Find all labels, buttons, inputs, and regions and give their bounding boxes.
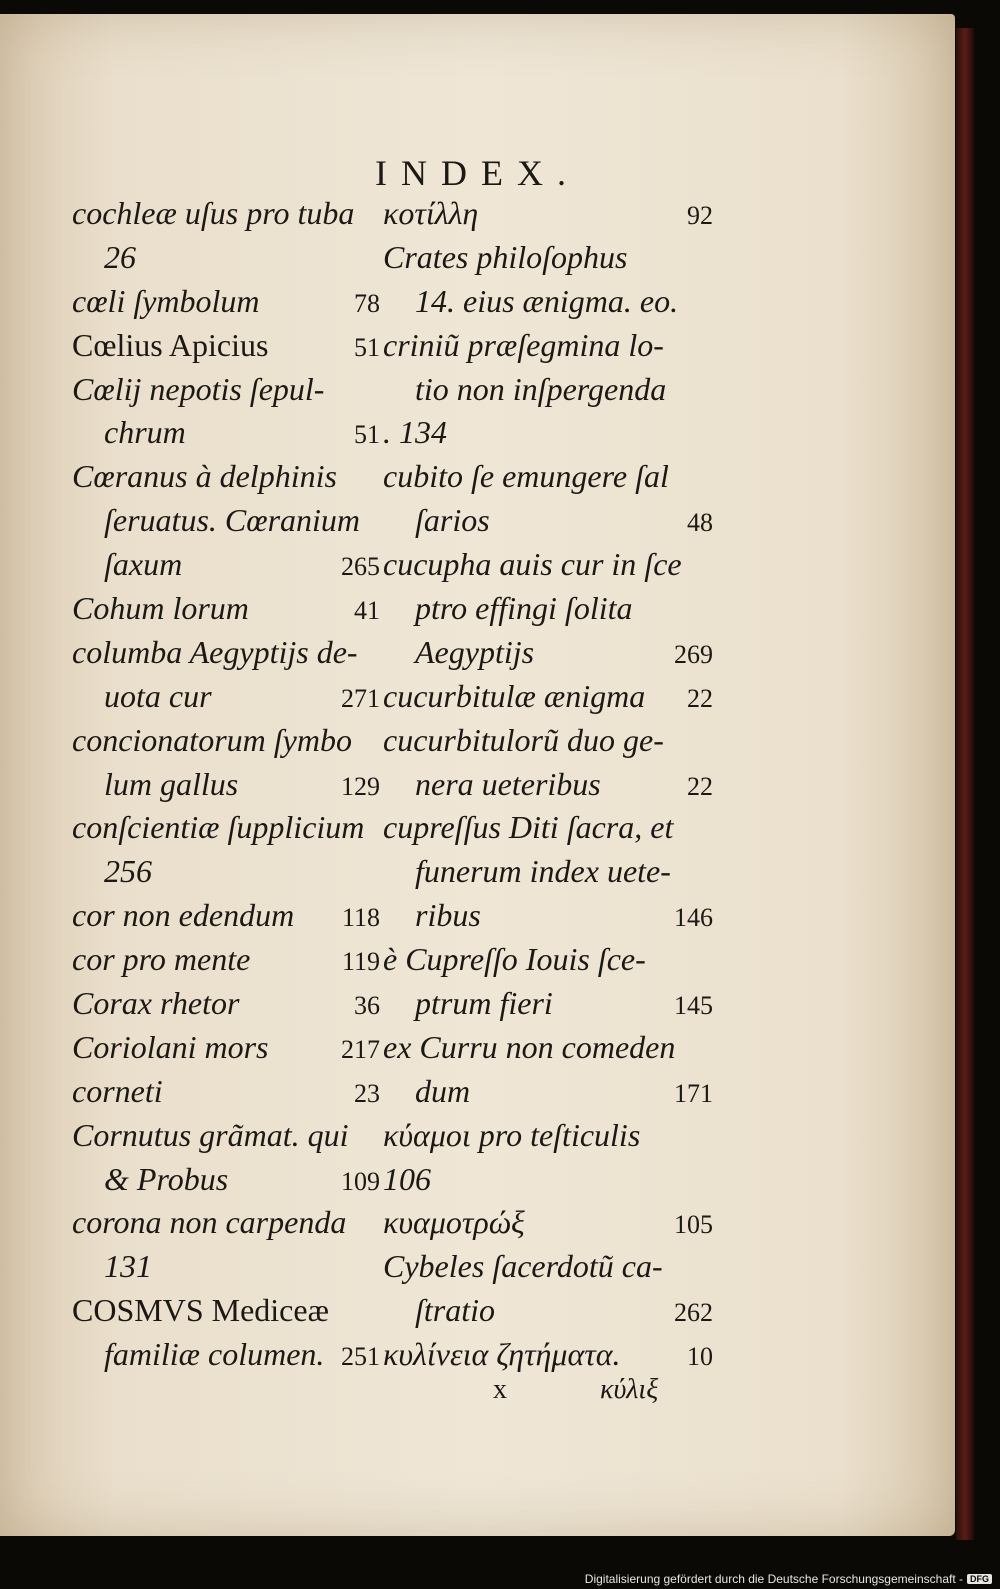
index-entry [72,587,380,631]
entry-text: lum gallus [104,765,239,802]
catchword: κύλιξ [600,1374,659,1405]
index-entry [383,1158,713,1202]
entry-text: cucurbitulorũ duo ge- [383,721,664,758]
entry-text: 256 [104,853,152,890]
entry-text: Corax rhetor [72,985,240,1022]
entry-page-number: 118 [341,903,380,933]
index-entry [383,1201,713,1245]
entry-text: COSMVS Mediceæ [72,1292,329,1329]
entry-page-number: 48 [687,508,713,538]
index-entry [383,938,713,982]
book-page [0,14,955,1536]
index-entry [383,411,713,455]
index-entry [383,850,713,894]
entry-page-number: 119 [341,947,380,977]
index-entry [72,411,380,455]
index-entry [72,806,380,850]
index-entry [72,1026,380,1070]
entry-page-number: 22 [687,683,713,713]
index-entry [383,719,713,763]
entry-page-number: 78 [354,288,380,318]
index-entry [383,806,713,850]
credit-text: Digitalisierung gefördert durch die Deutsche Forschungsgemeinschaft - [584,1572,963,1586]
entry-page-number: 23 [354,1078,380,1108]
index-entry [72,499,380,543]
entry-text: ſtratio [415,1292,496,1329]
index-entry [383,280,713,324]
index-entry [383,1245,713,1289]
entry-page-number: 51 [354,420,380,450]
entry-page-number: 92 [687,201,713,230]
entry-text: 106 [383,1160,431,1197]
index-entry [383,631,713,675]
index-entry [72,675,380,719]
entry-text: κυαμοτρώξ [383,1204,525,1241]
entry-text: Cœlius Apicius [72,326,269,363]
entry-text: cor non edendum [72,897,295,934]
entry-text: familiæ columen. [104,1336,325,1373]
entry-text: ptrum fieri [415,985,553,1022]
index-entry [383,1333,713,1377]
entry-text: Crates philoſophus [383,238,628,275]
entry-page-number: 271 [341,683,380,713]
entry-text: ribus [415,897,481,934]
entry-text: cochleæ uſus pro tuba [72,195,355,231]
index-entry [72,631,380,675]
entry-text: 26 [104,238,136,275]
entry-text: funerum index uete- [415,853,671,890]
entry-text: ſeruatus. Cœranium [104,502,361,539]
index-column-right [383,192,713,1377]
entry-text: nera ueteribus [415,765,601,802]
entry-page-number: 105 [674,1210,713,1240]
entry-page-number: 171 [674,1078,713,1108]
entry-text: concionatorum ſymbo [72,721,352,758]
index-entry [383,236,713,280]
entry-text: cœli ſymbolum [72,282,260,319]
entry-text: corneti [72,1072,163,1109]
entry-text: conſcientiæ ſupplicium [72,809,365,846]
entry-page-number: 129 [341,771,380,801]
entry-text: criniũ præſegmina lo- [383,326,664,363]
index-entry [72,368,380,412]
entry-text: cucupha auis cur in ſce [383,546,682,583]
entry-page-number: 146 [674,903,713,933]
entry-text: 131 [104,1248,152,1285]
entry-page-number: 10 [687,1342,713,1372]
book-spine [956,28,974,1540]
index-entry [72,192,380,236]
entry-text: cupreſſus Diti ſacra, et [383,809,674,846]
index-entry [72,894,380,938]
entry-page-number: 269 [674,639,713,669]
entry-text: cor pro mente [72,941,251,978]
index-column-left [72,192,380,1377]
index-entry [383,1026,713,1070]
index-entry [72,324,380,368]
entry-page-number: 265 [341,552,380,582]
index-entry [383,1114,713,1158]
entry-page-number: 36 [354,991,380,1021]
entry-text: κυλίνεια ζητήματα. [383,1336,621,1373]
entry-text: tio non inſpergenda [415,370,667,407]
index-entry [383,499,713,543]
index-entry [72,236,380,280]
dfg-logo: DFG [967,1574,992,1584]
entry-page-number: 41 [354,596,380,626]
entry-text: Cœranus à delphinis [72,458,337,495]
index-entry [72,543,380,587]
index-entry [72,938,380,982]
index-entry [72,1245,380,1289]
index-entry [72,1070,380,1114]
index-entry [383,1289,713,1333]
entry-page-number: 262 [674,1298,713,1328]
signature-mark: x [493,1374,507,1405]
entry-page-number: 51 [354,332,380,362]
entry-page-number: 22 [687,771,713,801]
entry-text: ſaxum [104,546,183,583]
entry-text: Cybeles ſacerdotũ ca- [383,1248,663,1285]
entry-text: dum [415,1072,471,1109]
index-entry [383,455,713,499]
entry-text: è Cupreſſo Iouis ſce- [383,941,646,978]
entry-text: . 134 [383,414,447,451]
index-entry [383,587,713,631]
index-entry [383,675,713,719]
index-entry [72,982,380,1026]
index-entry [72,1114,380,1158]
entry-text: Cohum lorum [72,590,249,627]
index-entry [383,368,713,412]
index-entry [72,280,380,324]
entry-page-number: 145 [674,991,713,1021]
entry-text: chrum [104,414,186,451]
entry-text: & Probus [104,1160,229,1197]
entry-text: uota cur [104,677,212,714]
entry-text: ſarios [415,502,490,539]
entry-text: cubito ſe emungere ſal [383,458,669,495]
digitization-credit [585,1572,992,1586]
page-heading: INDEX. [375,153,580,193]
index-entry [383,324,713,368]
index-entry [72,763,380,807]
entry-text: Coriolani mors [72,1028,269,1065]
entry-text: ptro effingi ſolita [415,590,633,627]
index-entry [383,192,713,236]
entry-page-number: 251 [341,1342,380,1372]
index-entry [383,982,713,1026]
index-entry [72,1289,380,1333]
entry-text: Aegyptijs [415,633,535,670]
index-entry [72,1201,380,1245]
entry-text: 14. eius ænigma. eo. [415,282,679,319]
index-entry [383,763,713,807]
index-entry [72,455,380,499]
entry-text: Cœlij nepotis ſepul- [72,370,325,407]
entry-page-number: 217 [341,1034,380,1064]
entry-text: corona non carpenda [72,1204,347,1241]
entry-text: cucurbitulæ ænigma [383,677,646,714]
entry-text: κοτίλλη [383,195,479,231]
index-entry [72,719,380,763]
entry-text: κύαμοι pro teſticulis [383,1116,641,1153]
index-entry [72,1333,380,1377]
entry-text: Cornutus grãmat. qui [72,1116,349,1153]
entry-page-number: 109 [341,1166,380,1196]
index-entry [72,1158,380,1202]
index-entry [383,894,713,938]
entry-text: ex Curru non comeden [383,1028,676,1065]
index-entry [383,543,713,587]
index-entry [383,1070,713,1114]
entry-text: columba Aegyptijs de- [72,633,358,670]
index-entry [72,850,380,894]
